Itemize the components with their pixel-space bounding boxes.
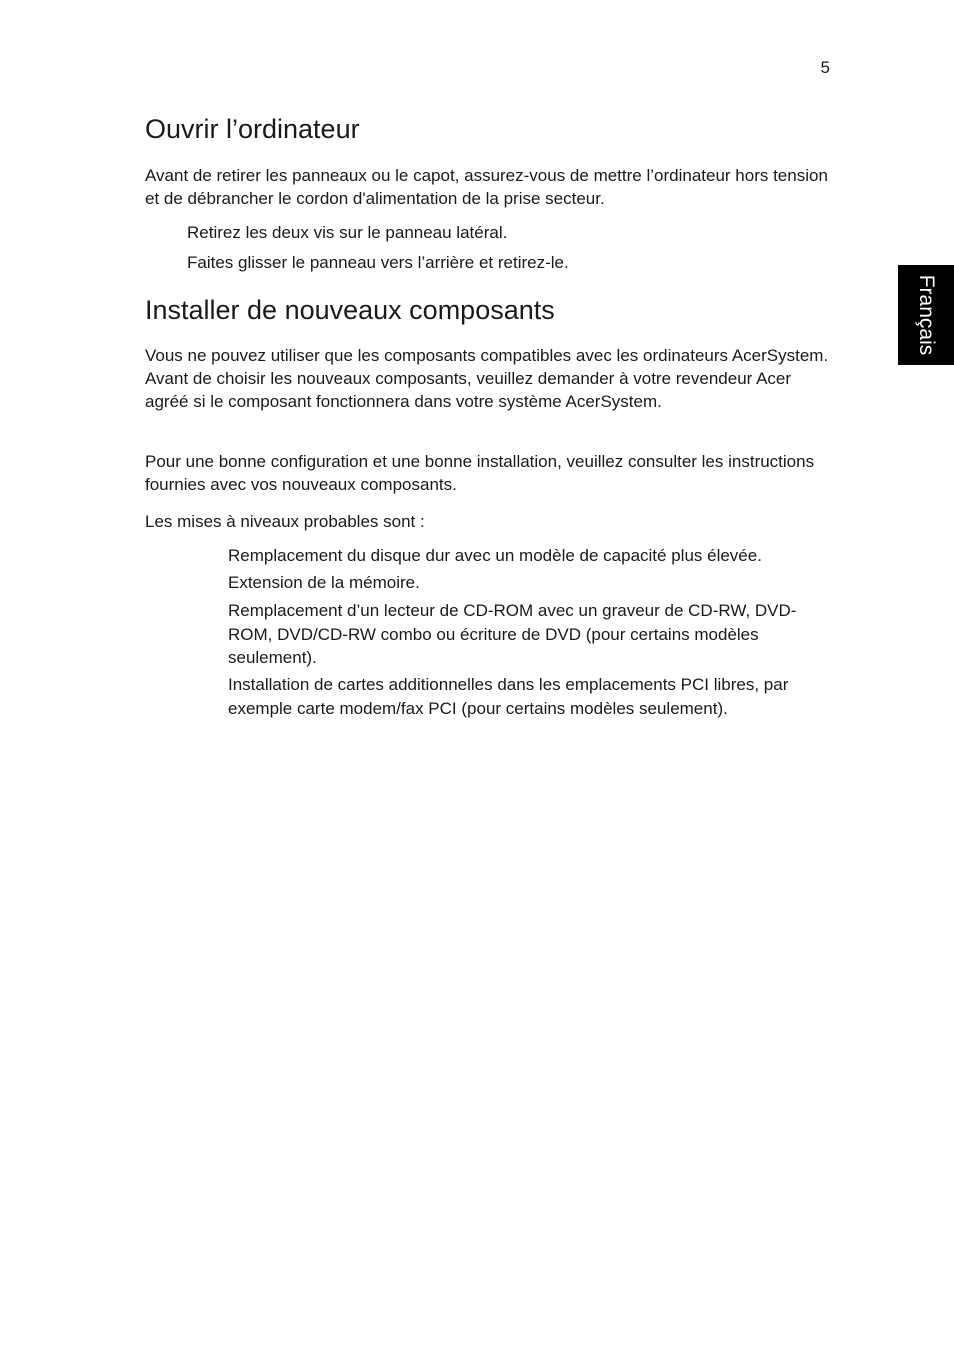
step-item: Retirez les deux vis sur le panneau latéral. [187, 223, 508, 242]
page-number: 5 [820, 58, 830, 77]
language-tab [898, 265, 954, 365]
configuration-paragraph: Pour une bonne configuration et une bonne installation, veuillez consulter les instructions fournies avec vos nouveaux composants. [145, 452, 815, 494]
upgrade-item: Remplacement du disque dur avec un modèle de capacité plus élevée. [228, 546, 762, 565]
upgrades-intro: Les mises à niveaux probables sont : [145, 512, 425, 531]
upgrade-item: Installation de cartes additionnelles dans les emplacements PCI libres, par exemple carte modem/fax PCI (pour certains modèles seulement). [228, 675, 789, 718]
language-tab-label: Français [915, 274, 938, 356]
section-title-open-computer: Ouvrir l’ordinateur [145, 114, 360, 144]
compatibility-paragraph: Vous ne pouvez utiliser que les composants compatibles avec les ordinateurs AcerSystem. Avant de choisir les nouveaux composants, veuillez demander à votre revendeur Acer agréé si le composant fonctionnera dans votre système AcerSystem. [145, 346, 829, 411]
open-computer-intro: Avant de retirer les panneaux ou le capot, assurez-vous de mettre l’ordinateur hors tension et de débrancher le cordon d'alimentation de la prise secteur. [145, 166, 828, 208]
upgrade-item: Remplacement d’un lecteur de CD-ROM avec un graveur de CD-RW, DVD-ROM, DVD/CD-RW combo ou écriture de DVD (pour certains modèles seulement). [228, 601, 797, 667]
section-title-install-components: Installer de nouveaux composants [145, 295, 555, 325]
step-item: Faites glisser le panneau vers l’arrière et retirez-le. [187, 253, 569, 272]
upgrade-item: Extension de la mémoire. [228, 573, 420, 592]
